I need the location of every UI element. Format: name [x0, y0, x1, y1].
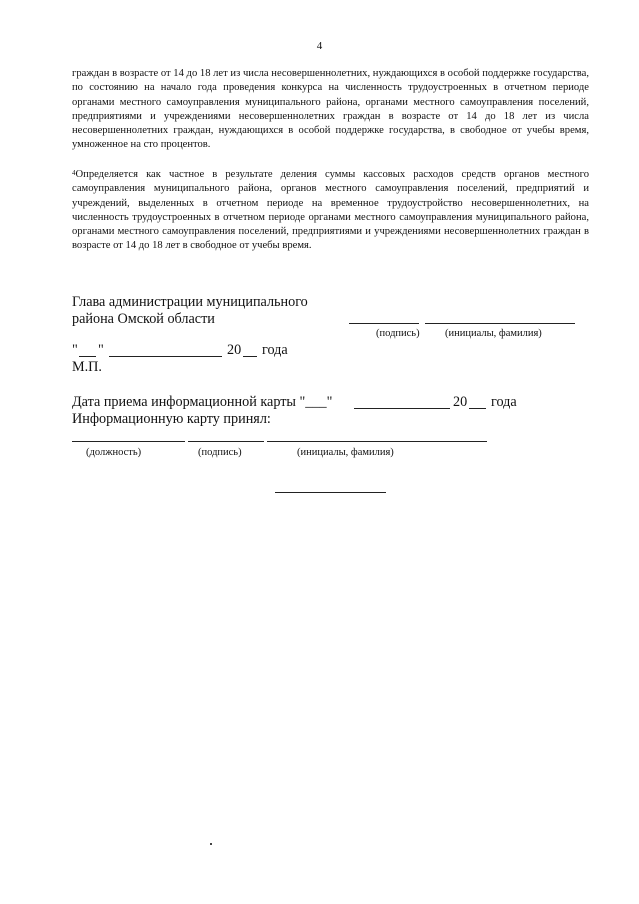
acceptor-initials-line — [267, 441, 487, 442]
acceptor-signature-line — [188, 441, 264, 442]
date-year: 20 — [227, 342, 242, 358]
acceptor-initials-caption: (инициалы, фамилия) — [297, 447, 394, 458]
signature-caption: (подпись) — [376, 328, 420, 339]
position-caption: (должность) — [86, 447, 142, 458]
footnote-4 — [72, 168, 589, 254]
footnote-continuation — [72, 67, 589, 153]
acceptance-year-line — [469, 408, 486, 409]
stamp-label: М.П. — [72, 359, 102, 375]
date-quote-open: " — [72, 342, 78, 358]
footnote-marker: 4 — [72, 169, 76, 177]
footnote-4-text: Определяется как частное в результате деления суммы кассовых расходов средств органов местного самоуправления муниципального района, органов местного самоуправления поселений, предприятий и учреждений, выделенных в отчетном периоде на временное трудоустройство несовершеннолетних, на численность трудоустроенных в отчетном периоде органами местного самоуправления муниципального района, органами местного самоуправления поселений, предприятиями и учреждениями несовершеннолетних граждан в возрасте от 14 до 18 лет в свободное от учебы время. — [72, 169, 589, 252]
closing-separator-line — [275, 492, 386, 493]
acceptance-year-suffix: года — [491, 394, 517, 410]
accepted-by-label: Информационную карту принял: — [72, 411, 271, 427]
signature-line — [349, 323, 419, 324]
acceptance-month-line — [354, 408, 450, 409]
position-line — [72, 441, 185, 442]
head-title-line1: Глава администрации муниципального — [72, 294, 308, 310]
initials-line — [425, 323, 575, 324]
page-number: 4 — [316, 40, 323, 52]
acceptance-year: 20 — [453, 394, 468, 410]
acceptor-signature-caption: (подпись) — [198, 447, 242, 458]
date-month-line — [109, 356, 222, 357]
footnote-continuation-text: граждан в возрасте от 14 до 18 лет из числа несовершеннолетних, нуждающихся в особой поддержке государства, по состоянию на начало года проведения конкурса на численность трудоустроенных в отчетном периоде органами местного самоуправления муниципального района, органами местного самоуправления поселений, предприятиями и учреждениями несовершеннолетних граждан в возрасте от 14 до 18 лет из числа несовершеннолетних граждан, нуждающихся в особой поддержке государства, в свободное от учебы время, умноженное на сто процентов. — [72, 68, 589, 151]
scan-speck — [210, 843, 212, 845]
acceptance-date-label: Дата приема информационной карты "___" — [72, 394, 333, 410]
date-quote-close: " — [98, 342, 104, 358]
date-day-line — [79, 356, 96, 357]
date-year-suffix: года — [262, 342, 288, 358]
date-year-line — [243, 356, 257, 357]
head-title-line2: района Омской области — [72, 311, 215, 327]
initials-caption: (инициалы, фамилия) — [445, 328, 542, 339]
